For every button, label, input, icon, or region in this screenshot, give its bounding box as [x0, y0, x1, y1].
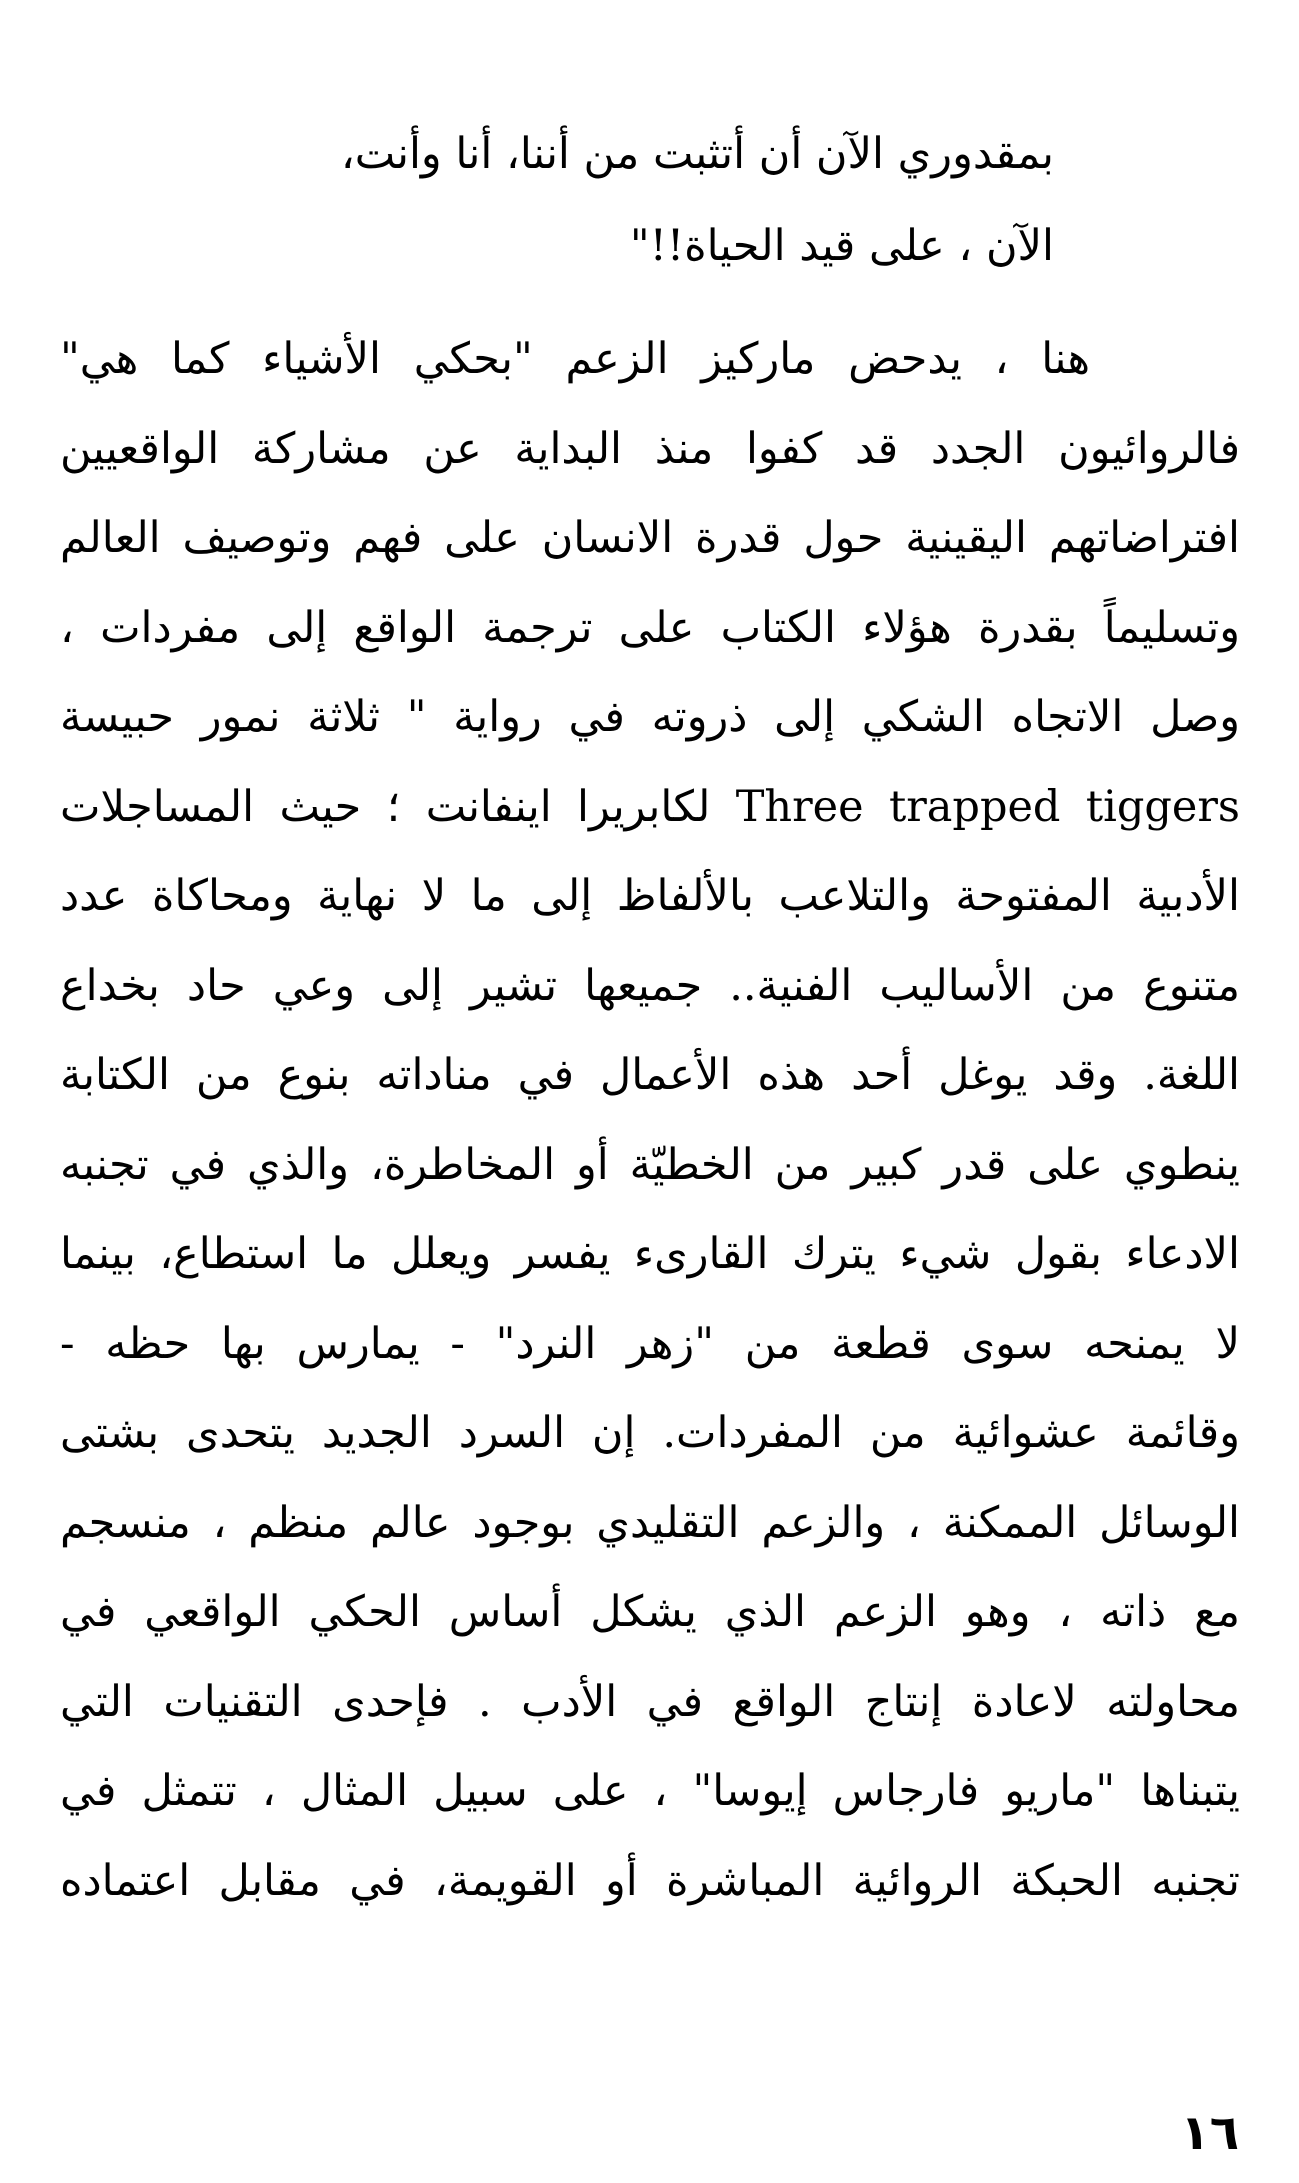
paragraph-line: Three trapped tiggers لكابريرا اينفانت ؛ حيث المساجلات — [60, 781, 1240, 832]
paragraph-line: وتسليماً بقدرة هؤلاء الكتاب على ترجمة الواقع إلى مفردات ، — [60, 602, 1240, 653]
paragraph-line: مع ذاته ، وهو الزعم الذي يشكل أساس الحكي الواقعي في — [60, 1587, 1240, 1637]
quoted-epigraph — [294, 108, 1054, 292]
paragraph-line: تجنبه الحبكة الروائية المباشرة أو القويمة، في مقابل اعتماده — [60, 1855, 1240, 1906]
paragraph-line: الادعاء بقول شيء يترك القارىء يفسر ويعلل ما استطاع، بينما — [60, 1229, 1240, 1279]
paragraph-line: يتبناها "ماريو فارجاس إيوسا" ، على سبيل المثال ، تتمثل في — [60, 1766, 1240, 1816]
paragraph-line: اللغة. وقد يوغل أحد هذه الأعمال في مناداته بنوع من الكتابة — [60, 1050, 1240, 1100]
epigraph-line: بمقدوري الآن أن أتثبت من أننا، أنا وأنت، — [340, 129, 1054, 179]
paragraph-line: متنوع من الأساليب الفنية.. جميعها تشير إلى وعي حاد بخداع — [60, 960, 1240, 1011]
paragraph-line: فالروائيون الجدد قد كفوا منذ البداية عن مشاركة الواقعيين — [60, 423, 1240, 474]
paragraph-line: وصل الاتجاه الشكي إلى ذروته في رواية " ثلاثة نمور حبيسة — [60, 692, 1240, 742]
epigraph-line: الآن ، على قيد الحياة!!" — [629, 221, 1054, 271]
paragraph-line: لا يمنحه سوى قطعة من "زهر النرد" - يمارس بها حظه - — [60, 1318, 1240, 1369]
paragraph-line: محاولته لاعادة إنتاج الواقع في الأدب . فإحدى التقنيات التي — [60, 1676, 1240, 1727]
paragraph-line: افتراضاتهم اليقينية حول قدرة الانسان على فهم وتوصيف العالم — [60, 513, 1240, 563]
body-paragraph — [60, 315, 1240, 1926]
paragraph-line: هنا ، يدحض ماركيز الزعم "بحكي الأشياء كما هي" — [60, 334, 1090, 384]
paragraph-line: وقائمة عشوائية من المفردات. إن السرد الجديد يتحدى بشتى — [60, 1408, 1240, 1458]
paragraph-line: الأدبية المفتوحة والتلاعب بالألفاظ إلى ما لا نهاية ومحاكاة عدد — [60, 871, 1240, 921]
paragraph-line: ينطوي على قدر كبير من الخطيّة أو المخاطرة، والذي في تجنبه — [60, 1139, 1240, 1190]
page-number: ١٦ — [1180, 2105, 1239, 2161]
paragraph-line: الوسائل الممكنة ، والزعم التقليدي بوجود عالم منظم ، منسجم — [60, 1497, 1240, 1548]
